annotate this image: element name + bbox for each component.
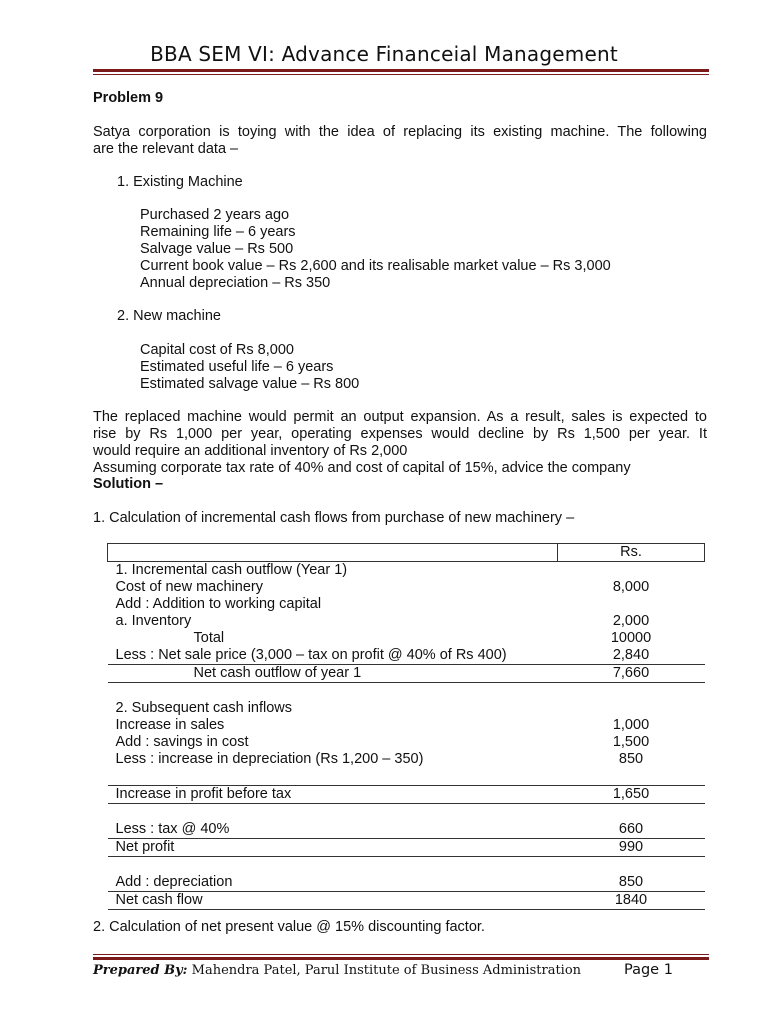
table-row <box>108 596 705 613</box>
existing-machine-line: Purchased 2 years ago <box>140 207 290 223</box>
row-value: 7,660 <box>558 665 705 683</box>
table-header-row <box>108 544 705 562</box>
table-row <box>108 874 705 892</box>
existing-machine-title: 1. Existing Machine <box>117 174 243 190</box>
footer-prepared-by <box>93 963 581 978</box>
table-row <box>108 892 705 910</box>
footer-rule-thick <box>93 957 709 960</box>
problem-intro-line-1: Satya corporation is toying with the idea of replacing its existing machine. The following <box>93 124 707 140</box>
table-row <box>108 665 705 683</box>
row-label: 1. Incremental cash outflow (Year 1) <box>115 562 348 578</box>
table-row <box>108 821 705 839</box>
row-value: 850 <box>618 751 644 767</box>
table-row <box>108 700 705 717</box>
existing-machine-line: Remaining life – 6 years <box>140 224 296 240</box>
row-label: Total <box>193 630 225 646</box>
table-spacer <box>108 683 705 701</box>
row-value: 1,650 <box>558 786 705 804</box>
problem-paragraph-line-1: The replaced machine would permit an output expansion. As a result, sales is expected to <box>93 409 707 425</box>
table-spacer <box>108 804 705 822</box>
page-header-title: BBA SEM VI: Advance Financeial Management <box>150 42 618 66</box>
table-row <box>108 562 705 580</box>
problem-paragraph-line-2: rise by Rs 1,000 per year, operating expenses would decline by Rs 1,500 per year. It <box>93 426 707 442</box>
table-spacer <box>108 768 705 786</box>
row-label: Less : Net sale price (3,000 – tax on profit @ 40% of Rs 400) <box>108 647 558 665</box>
header-rule-thin <box>93 74 709 75</box>
row-value <box>558 562 705 580</box>
problem-heading: Problem 9 <box>93 90 164 106</box>
row-label: Increase in sales <box>115 717 225 733</box>
row-label: Less : tax @ 40% <box>108 821 558 839</box>
row-label: Add : Addition to working capital <box>115 596 322 612</box>
footer-rule-thin <box>93 954 709 955</box>
row-label: 2. Subsequent cash inflows <box>115 700 293 716</box>
solution-step-2: 2. Calculation of net present value @ 15% discounting factor. <box>93 919 485 935</box>
row-value: 660 <box>558 821 705 839</box>
table-row <box>108 647 705 665</box>
existing-machine-line: Current book value – Rs 2,600 and its realisable market value – Rs 3,000 <box>140 258 611 274</box>
problem-intro-line-2: are the relevant data – <box>93 141 239 157</box>
row-value: 10000 <box>610 630 652 646</box>
row-value: 1,500 <box>612 734 650 750</box>
new-machine-line: Capital cost of Rs 8,000 <box>140 342 294 358</box>
problem-paragraph-line-4: Assuming corporate tax rate of 40% and cost of capital of 15%, advice the company <box>93 460 631 476</box>
row-value <box>558 700 705 717</box>
problem-paragraph-line-3: would require an additional inventory of Rs 2,000 <box>93 443 408 459</box>
table-row <box>108 786 705 804</box>
row-value: 990 <box>558 839 705 857</box>
row-value: 1,000 <box>612 717 650 733</box>
row-value: 8,000 <box>612 579 650 595</box>
solution-step-1: 1. Calculation of incremental cash flows from purchase of new machinery – <box>93 510 575 526</box>
row-label: Add : depreciation <box>108 874 558 892</box>
existing-machine-line: Salvage value – Rs 500 <box>140 241 294 257</box>
row-label: Less : increase in depreciation (Rs 1,200 – 350) <box>115 751 424 767</box>
row-label: Net cash flow <box>108 892 558 910</box>
new-machine-line: Estimated useful life – 6 years <box>140 359 334 375</box>
new-machine-title: 2. New machine <box>117 308 221 324</box>
row-label: a. Inventory <box>115 613 192 629</box>
table-row <box>108 630 705 647</box>
row-value: 1840 <box>558 892 705 910</box>
row-label: Net profit <box>108 839 558 857</box>
table-header-amount: Rs. <box>558 544 705 562</box>
existing-machine-line: Annual depreciation – Rs 350 <box>140 275 331 291</box>
header-rule-thick <box>93 69 709 72</box>
page-number: Page 1 <box>624 962 673 978</box>
table-header-label <box>108 544 558 562</box>
solution-heading: Solution – <box>93 476 164 492</box>
row-label: Cost of new machinery <box>115 579 263 595</box>
table-row <box>108 613 705 630</box>
new-machine-line: Estimated salvage value – Rs 800 <box>140 376 360 392</box>
footer-prepared-text: Mahendra Patel, Parul Institute of Business Administration <box>187 963 582 978</box>
table-spacer <box>108 857 705 875</box>
row-label: Net cash outflow of year 1 <box>108 665 558 683</box>
footer-prepared-label: Prepared By: <box>93 963 188 978</box>
table-row <box>108 734 705 751</box>
table-row <box>108 717 705 734</box>
row-value: 850 <box>558 874 705 892</box>
row-value: 2,000 <box>612 613 650 629</box>
row-label: Add : savings in cost <box>115 734 249 750</box>
table-row <box>108 579 705 596</box>
row-value: 2,840 <box>558 647 705 665</box>
table-row <box>108 839 705 857</box>
row-label: Increase in profit before tax <box>108 786 558 804</box>
row-value <box>558 596 705 613</box>
table-row <box>108 751 705 768</box>
cash-flow-table <box>107 543 705 910</box>
